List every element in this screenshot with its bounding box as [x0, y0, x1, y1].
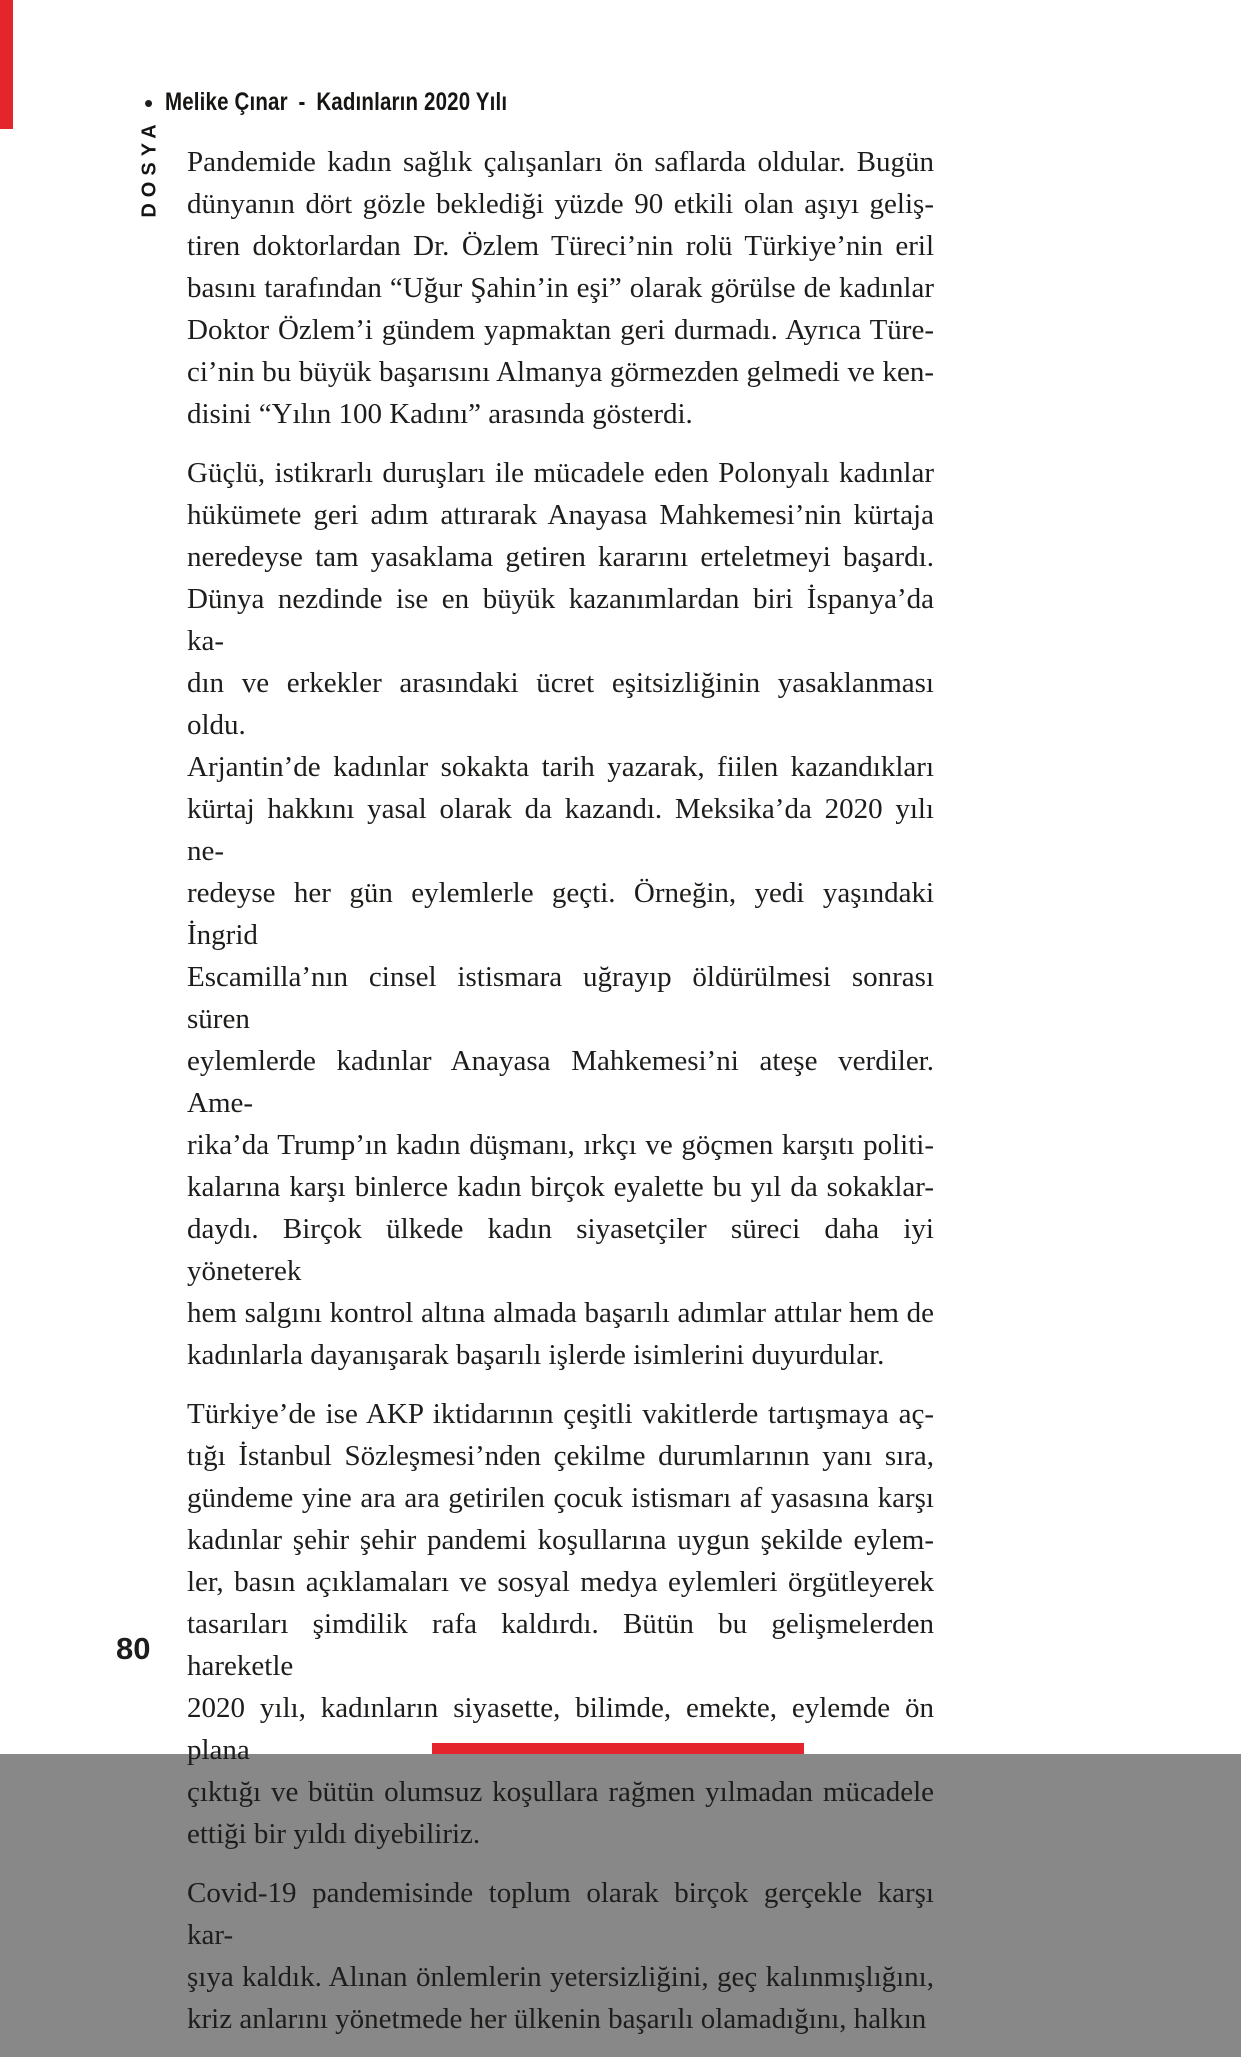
body-line: Dünya nezdinde ise en büyük kazanımlardan biri İspanya’da ka-: [187, 583, 934, 657]
body-line: şıya kaldık. Alınan önlemlerin yetersizliğini, geç kalınmışlığını,: [187, 1961, 934, 1993]
header-separator: -: [298, 88, 306, 116]
body-line: çıktığı ve bütün olumsuz koşullara rağmen yılmadan mücadele: [187, 1776, 934, 1808]
header-text: [165, 88, 507, 117]
red-accent-top-left-bar: [0, 0, 13, 129]
body-line: hükümete geri adım attırarak Anayasa Mahkemesi’nin kürtaja: [187, 499, 934, 531]
body-line: Covid-19 pandemisinde toplum olarak birçok gerçekle karşı kar-: [187, 1877, 934, 1951]
body-line: eylemlerde kadınlar Anayasa Mahkemesi’ni ateşe verdiler. Ame-: [187, 1045, 934, 1119]
paragraph-2: [187, 452, 934, 1376]
body-line: dünyanın dört gözle beklediği yüzde 90 etkili olan aşıyı geliş-: [187, 188, 934, 220]
body-line: 2020 yılı, kadınların siyasette, bilimde, emekte, eylemde ön plana: [187, 1692, 934, 1766]
article-title: Kadınların 2020 Yılı: [316, 88, 508, 116]
body-line: Arjantin’de kadınlar sokakta tarih yazarak, fiilen kazandıkları: [187, 751, 934, 783]
body-line: Güçlü, istikrarlı duruşları ile mücadele eden Polonyalı kadınlar: [187, 457, 934, 489]
article-body: [187, 141, 934, 2057]
paragraph-4: [187, 1872, 934, 2040]
body-line: kürtaj hakkını yasal olarak da kazandı. Meksika’da 2020 yılı ne-: [187, 793, 934, 867]
body-line: kadınlar şehir şehir pandemi koşullarına uygun şekilde eylem-: [187, 1524, 934, 1556]
body-line: basını tarafından “Uğur Şahin’in eşi” olarak görülse de kadınlar: [187, 272, 934, 304]
paragraph-1: [187, 141, 934, 435]
body-line: ler, basın açıklamaları ve sosyal medya eylemleri örgütleyerek: [187, 1566, 934, 1598]
body-line: redeyse her gün eylemlerle geçti. Örneğin, yedi yaşındaki İngrid: [187, 877, 934, 951]
header-bullet-icon: •: [144, 87, 154, 118]
body-line: tiren doktorlardan Dr. Özlem Türeci’nin rolü Türkiye’nin eril: [187, 230, 934, 262]
body-line: kriz anlarını yönetmede her ülkenin başarılı olamadığını, halkın: [187, 2003, 927, 2035]
body-line: dın ve erkekler arasındaki ücret eşitsizliğinin yasaklanması oldu.: [187, 667, 934, 741]
body-line: ettiği bir yıldı diyebiliriz.: [187, 1818, 481, 1850]
body-line: Pandemide kadın sağlık çalışanları ön saflarda oldular. Bugün: [187, 146, 934, 178]
body-line: ci’nin bu büyük başarısını Almanya görmezden gelmedi ve ken-: [187, 356, 934, 388]
body-line: kadınlarla dayanışarak başarılı işlerde isimlerini duyurdular.: [187, 1339, 885, 1371]
body-line: kalarına karşı binlerce kadın birçok eyalette bu yıl da sokaklar-: [187, 1171, 934, 1203]
body-line: rika’da Trump’ın kadın düşmanı, ırkçı ve göçmen karşıtı politi-: [187, 1129, 934, 1161]
running-header: [144, 88, 582, 117]
body-line: Escamilla’nın cinsel istismara uğrayıp öldürülmesi sonrası süren: [187, 961, 934, 1035]
paragraph-3: [187, 1393, 934, 1855]
body-line: hem salgını kontrol altına almada başarılı adımlar attılar hem de: [187, 1297, 934, 1329]
body-line: gündeme yine ara ara getirilen çocuk istismarı af yasasına karşı: [187, 1482, 934, 1514]
section-label-vertical: DOSYA: [138, 118, 161, 218]
body-line: tığı İstanbul Sözleşmesi’nden çekilme durumlarının yanı sıra,: [187, 1440, 934, 1472]
page-number: 80: [116, 1631, 151, 1666]
body-line: tasarıları şimdilik rafa kaldırdı. Bütün bu gelişmelerden hareketle: [187, 1608, 934, 1682]
body-line: neredeyse tam yasaklama getiren kararını erteletmeyi başardı.: [187, 541, 934, 573]
body-line: disini “Yılın 100 Kadını” arasında gösterdi.: [187, 398, 693, 430]
body-line: Türkiye’de ise AKP iktidarının çeşitli vakitlerde tartışmaya aç-: [187, 1398, 934, 1430]
author-name: Melike Çınar: [165, 88, 288, 116]
body-line: daydı. Birçok ülkede kadın siyasetçiler süreci daha iyi yöneterek: [187, 1213, 934, 1287]
body-line: Doktor Özlem’i gündem yapmaktan geri durmadı. Ayrıca Türe-: [187, 314, 934, 346]
